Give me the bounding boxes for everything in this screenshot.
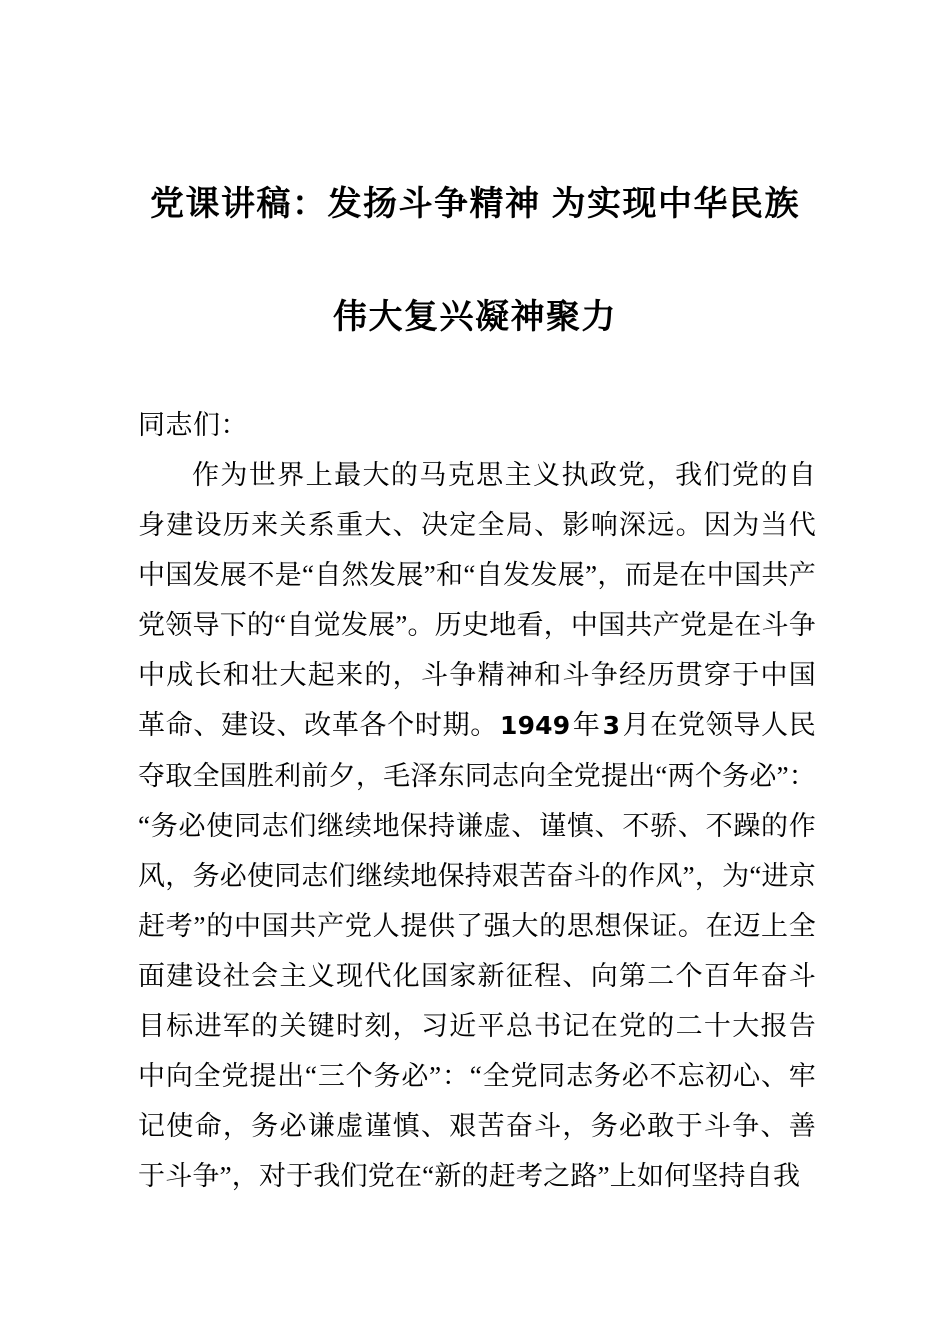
document-body xyxy=(138,400,816,1201)
body-paragraph-1 xyxy=(138,450,816,1201)
salutation: 同志们： xyxy=(138,410,248,440)
document-title xyxy=(0,148,950,374)
title-line-2: 伟大复兴凝神聚力 xyxy=(333,298,617,336)
month-3: 3 xyxy=(602,711,621,740)
paragraph-1-segment-2: 年 xyxy=(572,710,601,740)
paragraph-1-segment-3: 月在党领导人民夺取全国胜利前夕，毛泽东同志向全党提出“两个务必”：“务必使同志们继续地保持谦虚、谨慎、不骄、不躁的作风，务必使同志们继续地保持艰苦奋斗的作风”，为“进京赶考”的中国共产党人提供了强大的思想保证。在迈上全面建设社会主义现代化国家新征程、向第二个百年奋斗目标进军的关键时刻，习近平总书记在党的二十大报告中向全党提出“三个务必”：“全党同志务必不忘初心、牢记使命，务必谦虚谨慎、艰苦奋斗，务必敢于斗争、善于斗争”，对于我们党在“新的赶考之路”上如何坚持自我 xyxy=(138,710,817,1191)
year-1949: 1949 xyxy=(499,711,571,740)
title-line-1: 党课讲稿：发扬斗争精神 为实现中华民族 xyxy=(150,185,800,223)
paragraph-1-segment-1: 作为世界上最大的马克思主义执政党，我们党的自身建设历来关系重大、决定全局、影响深远。因为当代中国发展不是“自然发展”和“自发发展”，而是在中国共产党领导下的“自觉发展”。历史地看，中国共产党是在斗争中成长和壮大起来的，斗争精神和斗争经历贯穿于中国革命、建设、改革各个时期。 xyxy=(138,460,816,740)
